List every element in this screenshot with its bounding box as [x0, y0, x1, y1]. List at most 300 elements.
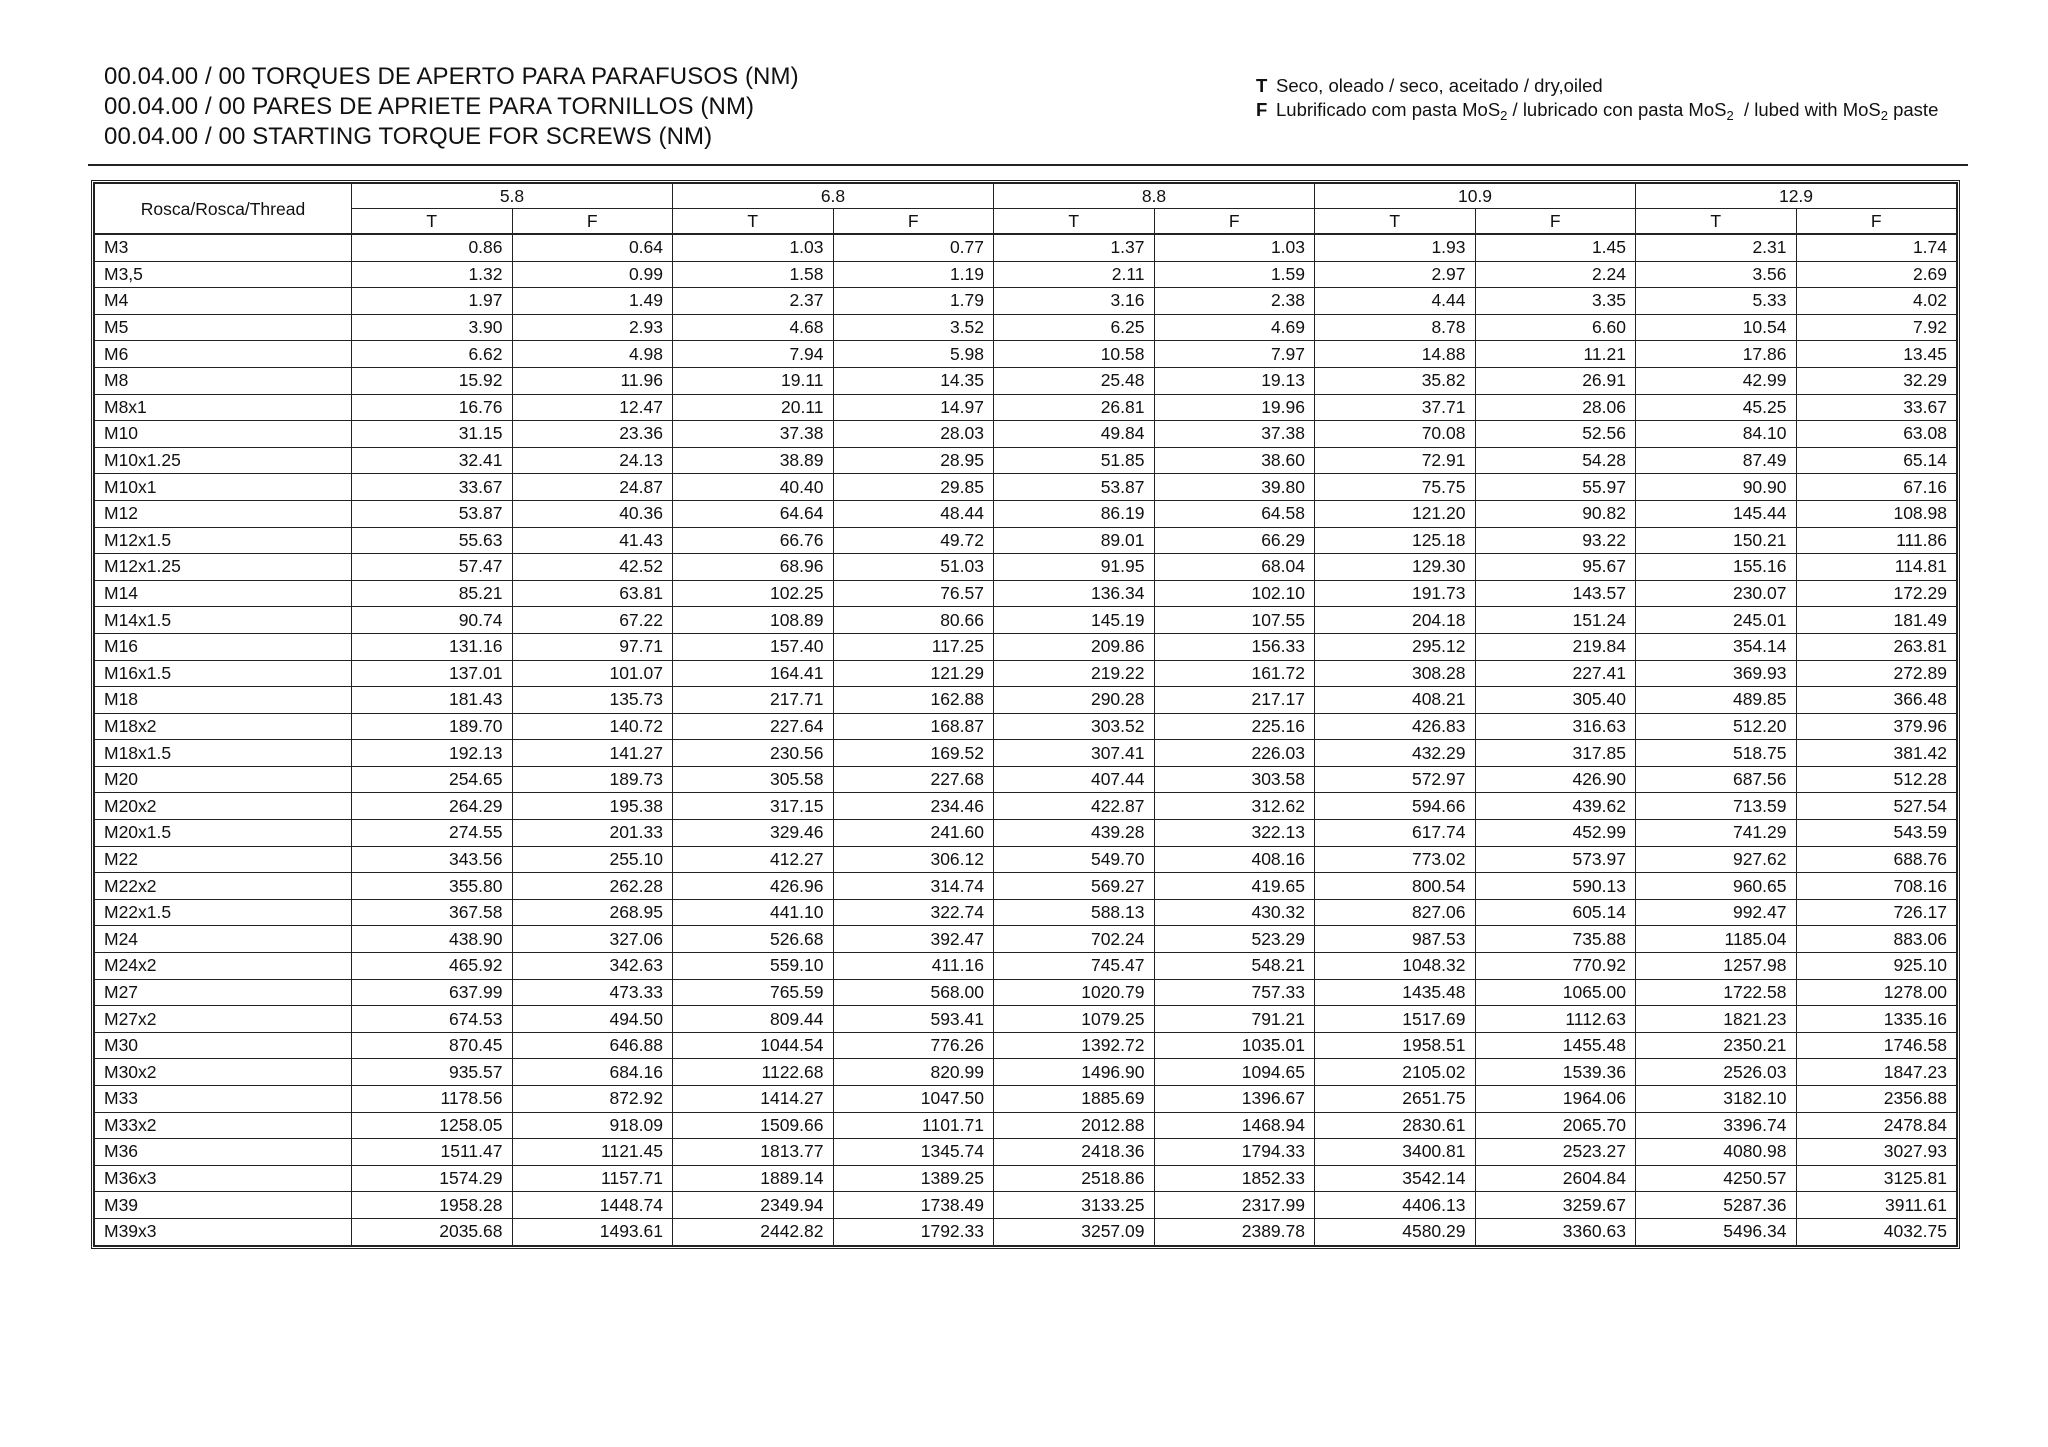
torque-value-cell: 713.59 — [1636, 793, 1797, 820]
torque-value-cell: 49.72 — [833, 527, 994, 554]
table-row — [95, 633, 1957, 660]
torque-value-cell: 960.65 — [1636, 873, 1797, 900]
torque-value-cell: 4.68 — [673, 314, 834, 341]
torque-value-cell: 102.25 — [673, 580, 834, 607]
table-row — [95, 527, 1957, 554]
torque-value-cell: 264.29 — [352, 793, 513, 820]
torque-value-cell: 432.29 — [1315, 740, 1476, 767]
torque-value-cell: 11.21 — [1475, 341, 1636, 368]
torque-value-cell: 1.49 — [512, 288, 673, 315]
torque-value-cell: 674.53 — [352, 1006, 513, 1033]
torque-value-cell: 4032.75 — [1796, 1218, 1957, 1245]
legend-f-text-a: Lubrificado com pasta MoS — [1276, 99, 1501, 120]
torque-value-cell: 114.81 — [1796, 554, 1957, 581]
torque-value-cell: 14.35 — [833, 367, 994, 394]
torque-value-cell: 39.80 — [1154, 474, 1315, 501]
torque-value-cell: 306.12 — [833, 846, 994, 873]
torque-value-cell: 272.89 — [1796, 660, 1957, 687]
thread-cell: M22x1.5 — [95, 899, 352, 926]
torque-value-cell: 883.06 — [1796, 926, 1957, 953]
sub-header: F — [833, 209, 994, 235]
torque-value-cell: 512.28 — [1796, 766, 1957, 793]
torque-value-cell: 1178.56 — [352, 1086, 513, 1113]
torque-value-cell: 31.15 — [352, 421, 513, 448]
torque-value-cell: 548.21 — [1154, 953, 1315, 980]
torque-value-cell: 1.93 — [1315, 234, 1476, 261]
torque-value-cell: 234.46 — [833, 793, 994, 820]
thread-cell: M36 — [95, 1139, 352, 1166]
thread-cell: M20x2 — [95, 793, 352, 820]
torque-value-cell: 0.99 — [512, 261, 673, 288]
thread-cell: M14 — [95, 580, 352, 607]
torque-value-cell: 67.16 — [1796, 474, 1957, 501]
torque-value-cell: 5287.36 — [1636, 1192, 1797, 1219]
table-row — [95, 421, 1957, 448]
torque-value-cell: 2830.61 — [1315, 1112, 1476, 1139]
torque-value-cell: 2418.36 — [994, 1139, 1155, 1166]
torque-value-cell: 108.89 — [673, 607, 834, 634]
torque-value-cell: 1121.45 — [512, 1139, 673, 1166]
sub-header: F — [1475, 209, 1636, 235]
sub-header: F — [1154, 209, 1315, 235]
thread-cell: M39 — [95, 1192, 352, 1219]
torque-value-cell: 49.84 — [994, 421, 1155, 448]
torque-value-cell: 1122.68 — [673, 1059, 834, 1086]
torque-value-cell: 68.04 — [1154, 554, 1315, 581]
torque-value-cell: 17.86 — [1636, 341, 1797, 368]
torque-value-cell: 2389.78 — [1154, 1218, 1315, 1245]
torque-value-cell: 3.35 — [1475, 288, 1636, 315]
table-row — [95, 953, 1957, 980]
thread-cell: M16 — [95, 633, 352, 660]
torque-value-cell: 51.85 — [994, 447, 1155, 474]
torque-value-cell: 14.97 — [833, 394, 994, 421]
torque-value-cell: 3.52 — [833, 314, 994, 341]
table-row — [95, 580, 1957, 607]
torque-value-cell: 617.74 — [1315, 820, 1476, 847]
torque-value-cell: 1885.69 — [994, 1086, 1155, 1113]
class-header: 12.9 — [1636, 184, 1957, 209]
torque-value-cell: 3400.81 — [1315, 1139, 1476, 1166]
torque-value-cell: 145.19 — [994, 607, 1155, 634]
torque-value-cell: 987.53 — [1315, 926, 1476, 953]
torque-value-cell: 439.28 — [994, 820, 1155, 847]
torque-value-cell: 527.54 — [1796, 793, 1957, 820]
torque-value-cell: 91.95 — [994, 554, 1155, 581]
torque-value-cell: 4080.98 — [1636, 1139, 1797, 1166]
torque-value-cell: 379.96 — [1796, 713, 1957, 740]
torque-value-cell: 12.47 — [512, 394, 673, 421]
torque-value-cell: 412.27 — [673, 846, 834, 873]
thread-cell: M30 — [95, 1032, 352, 1059]
torque-value-cell: 935.57 — [352, 1059, 513, 1086]
torque-value-cell: 189.73 — [512, 766, 673, 793]
torque-value-cell: 800.54 — [1315, 873, 1476, 900]
torque-value-cell: 90.90 — [1636, 474, 1797, 501]
torque-value-cell: 590.13 — [1475, 873, 1636, 900]
torque-value-cell: 305.58 — [673, 766, 834, 793]
table-row — [95, 820, 1957, 847]
torque-value-cell: 1468.94 — [1154, 1112, 1315, 1139]
torque-value-cell: 1.59 — [1154, 261, 1315, 288]
torque-value-cell: 3182.10 — [1636, 1086, 1797, 1113]
class-header: 8.8 — [994, 184, 1315, 209]
torque-value-cell: 121.20 — [1315, 500, 1476, 527]
torque-value-cell: 97.71 — [512, 633, 673, 660]
torque-value-cell: 68.96 — [673, 554, 834, 581]
torque-value-cell: 172.29 — [1796, 580, 1957, 607]
thread-cell: M27 — [95, 979, 352, 1006]
torque-value-cell: 1335.16 — [1796, 1006, 1957, 1033]
torque-value-cell: 2442.82 — [673, 1218, 834, 1245]
torque-value-cell: 226.03 — [1154, 740, 1315, 767]
torque-value-cell: 1157.71 — [512, 1165, 673, 1192]
thread-cell: M16x1.5 — [95, 660, 352, 687]
torque-value-cell: 465.92 — [352, 953, 513, 980]
torque-value-cell: 1964.06 — [1475, 1086, 1636, 1113]
legend-f-text-c: / lubed with MoS — [1733, 99, 1881, 120]
torque-value-cell: 512.20 — [1636, 713, 1797, 740]
torque-value-cell: 230.07 — [1636, 580, 1797, 607]
sub-header: T — [673, 209, 834, 235]
torque-value-cell: 24.13 — [512, 447, 673, 474]
torque-value-cell: 93.22 — [1475, 527, 1636, 554]
torque-value-cell: 489.85 — [1636, 687, 1797, 714]
legend-t-key: T — [1256, 75, 1268, 96]
torque-value-cell: 1.03 — [1154, 234, 1315, 261]
class-header: 5.8 — [352, 184, 673, 209]
class-header: 10.9 — [1315, 184, 1636, 209]
torque-value-cell: 15.92 — [352, 367, 513, 394]
torque-value-cell: 770.92 — [1475, 953, 1636, 980]
thread-cell: M14x1.5 — [95, 607, 352, 634]
torque-value-cell: 1389.25 — [833, 1165, 994, 1192]
torque-value-cell: 593.41 — [833, 1006, 994, 1033]
torque-value-cell: 10.54 — [1636, 314, 1797, 341]
document-titles — [104, 62, 799, 152]
class-header-row — [95, 184, 1957, 209]
torque-value-cell: 52.56 — [1475, 421, 1636, 448]
torque-value-cell: 2.97 — [1315, 261, 1476, 288]
torque-value-cell: 1345.74 — [833, 1139, 994, 1166]
table-row — [95, 660, 1957, 687]
torque-value-cell: 38.89 — [673, 447, 834, 474]
thread-cell: M36x3 — [95, 1165, 352, 1192]
torque-value-cell: 10.58 — [994, 341, 1155, 368]
torque-value-cell: 526.68 — [673, 926, 834, 953]
thread-cell: M33x2 — [95, 1112, 352, 1139]
torque-value-cell: 827.06 — [1315, 899, 1476, 926]
torque-value-cell: 3.56 — [1636, 261, 1797, 288]
torque-value-cell: 3257.09 — [994, 1218, 1155, 1245]
torque-value-cell: 90.74 — [352, 607, 513, 634]
header-divider — [88, 164, 1968, 166]
torque-value-cell: 1.32 — [352, 261, 513, 288]
legend — [1256, 74, 1938, 122]
torque-value-cell: 1020.79 — [994, 979, 1155, 1006]
torque-value-cell: 42.52 — [512, 554, 673, 581]
torque-value-cell: 426.96 — [673, 873, 834, 900]
torque-value-cell: 67.22 — [512, 607, 673, 634]
torque-value-cell: 28.03 — [833, 421, 994, 448]
torque-value-cell: 217.71 — [673, 687, 834, 714]
thread-column-header: Rosca/Rosca/Thread — [95, 184, 352, 235]
torque-value-cell: 169.52 — [833, 740, 994, 767]
torque-value-cell: 4580.29 — [1315, 1218, 1476, 1245]
torque-value-cell: 7.92 — [1796, 314, 1957, 341]
torque-value-cell: 37.71 — [1315, 394, 1476, 421]
torque-value-cell: 2349.94 — [673, 1192, 834, 1219]
torque-value-cell: 40.40 — [673, 474, 834, 501]
sub-header: T — [352, 209, 513, 235]
table-row — [95, 554, 1957, 581]
torque-value-cell: 1821.23 — [1636, 1006, 1797, 1033]
torque-value-cell: 735.88 — [1475, 926, 1636, 953]
torque-value-cell: 1847.23 — [1796, 1059, 1957, 1086]
torque-value-cell: 3.90 — [352, 314, 513, 341]
torque-value-cell: 155.16 — [1636, 554, 1797, 581]
torque-value-cell: 191.73 — [1315, 580, 1476, 607]
torque-value-cell: 438.90 — [352, 926, 513, 953]
torque-value-cell: 195.38 — [512, 793, 673, 820]
torque-value-cell: 7.97 — [1154, 341, 1315, 368]
torque-value-cell: 11.96 — [512, 367, 673, 394]
torque-value-cell: 367.58 — [352, 899, 513, 926]
torque-value-cell: 2523.27 — [1475, 1139, 1636, 1166]
legend-f — [1256, 98, 1938, 122]
torque-value-cell: 2651.75 — [1315, 1086, 1476, 1113]
legend-f-key: F — [1256, 99, 1268, 120]
torque-value-cell: 1496.90 — [994, 1059, 1155, 1086]
torque-value-cell: 327.06 — [512, 926, 673, 953]
torque-value-cell: 573.97 — [1475, 846, 1636, 873]
torque-value-cell: 4.44 — [1315, 288, 1476, 315]
torque-value-cell: 33.67 — [352, 474, 513, 501]
torque-value-cell: 86.19 — [994, 500, 1155, 527]
torque-value-cell: 3125.81 — [1796, 1165, 1957, 1192]
torque-value-cell: 227.41 — [1475, 660, 1636, 687]
torque-value-cell: 1792.33 — [833, 1218, 994, 1245]
torque-value-cell: 322.74 — [833, 899, 994, 926]
torque-value-cell: 102.10 — [1154, 580, 1315, 607]
torque-value-cell: 594.66 — [1315, 793, 1476, 820]
torque-value-cell: 4.02 — [1796, 288, 1957, 315]
legend-f-sub-c: 2 — [1880, 108, 1888, 123]
table-row — [95, 1112, 1957, 1139]
torque-value-cell: 42.99 — [1636, 367, 1797, 394]
torque-value-cell: 3259.67 — [1475, 1192, 1636, 1219]
torque-value-cell: 129.30 — [1315, 554, 1476, 581]
torque-value-cell: 992.47 — [1636, 899, 1797, 926]
torque-value-cell: 2.24 — [1475, 261, 1636, 288]
torque-value-cell: 65.14 — [1796, 447, 1957, 474]
torque-value-cell: 2105.02 — [1315, 1059, 1476, 1086]
torque-value-cell: 1035.01 — [1154, 1032, 1315, 1059]
thread-cell: M6 — [95, 341, 352, 368]
torque-value-cell: 2350.21 — [1636, 1032, 1797, 1059]
torque-value-cell: 1448.74 — [512, 1192, 673, 1219]
torque-value-cell: 0.86 — [352, 234, 513, 261]
torque-table — [94, 183, 1957, 1246]
torque-value-cell: 2012.88 — [994, 1112, 1155, 1139]
torque-value-cell: 24.87 — [512, 474, 673, 501]
torque-value-cell: 1257.98 — [1636, 953, 1797, 980]
torque-value-cell: 66.29 — [1154, 527, 1315, 554]
torque-value-cell: 245.01 — [1636, 607, 1797, 634]
torque-value-cell: 773.02 — [1315, 846, 1476, 873]
torque-value-cell: 741.29 — [1636, 820, 1797, 847]
torque-value-cell: 70.08 — [1315, 421, 1476, 448]
torque-value-cell: 254.65 — [352, 766, 513, 793]
sub-header-row — [95, 209, 1957, 235]
sub-header: F — [1796, 209, 1957, 235]
torque-value-cell: 1.58 — [673, 261, 834, 288]
torque-value-cell: 430.32 — [1154, 899, 1315, 926]
torque-value-cell: 227.68 — [833, 766, 994, 793]
torque-value-cell: 101.07 — [512, 660, 673, 687]
torque-value-cell: 1.03 — [673, 234, 834, 261]
torque-value-cell: 40.36 — [512, 500, 673, 527]
torque-value-cell: 19.11 — [673, 367, 834, 394]
torque-value-cell: 140.72 — [512, 713, 673, 740]
thread-cell: M24x2 — [95, 953, 352, 980]
table-row — [95, 341, 1957, 368]
torque-value-cell: 38.60 — [1154, 447, 1315, 474]
torque-value-cell: 1396.67 — [1154, 1086, 1315, 1113]
torque-value-cell: 85.21 — [352, 580, 513, 607]
torque-value-cell: 121.29 — [833, 660, 994, 687]
torque-value-cell: 157.40 — [673, 633, 834, 660]
torque-value-cell: 1574.29 — [352, 1165, 513, 1192]
torque-value-cell: 568.00 — [833, 979, 994, 1006]
torque-value-cell: 549.70 — [994, 846, 1155, 873]
torque-value-cell: 19.96 — [1154, 394, 1315, 421]
torque-value-cell: 107.55 — [1154, 607, 1315, 634]
torque-value-cell: 381.42 — [1796, 740, 1957, 767]
torque-value-cell: 55.97 — [1475, 474, 1636, 501]
torque-value-cell: 290.28 — [994, 687, 1155, 714]
torque-value-cell: 687.56 — [1636, 766, 1797, 793]
torque-value-cell: 925.10 — [1796, 953, 1957, 980]
torque-value-cell: 708.16 — [1796, 873, 1957, 900]
torque-value-cell: 1.37 — [994, 234, 1155, 261]
legend-f-text-d: paste — [1887, 99, 1939, 120]
torque-value-cell: 1.19 — [833, 261, 994, 288]
torque-value-cell: 204.18 — [1315, 607, 1476, 634]
torque-value-cell: 1048.32 — [1315, 953, 1476, 980]
torque-value-cell: 411.16 — [833, 953, 994, 980]
torque-value-cell: 168.87 — [833, 713, 994, 740]
torque-value-cell: 688.76 — [1796, 846, 1957, 873]
thread-cell: M8x1 — [95, 394, 352, 421]
torque-value-cell: 2356.88 — [1796, 1086, 1957, 1113]
torque-value-cell: 64.58 — [1154, 500, 1315, 527]
table-row — [95, 234, 1957, 261]
torque-value-cell: 8.78 — [1315, 314, 1476, 341]
torque-value-cell: 2518.86 — [994, 1165, 1155, 1192]
torque-value-cell: 726.17 — [1796, 899, 1957, 926]
torque-value-cell: 217.17 — [1154, 687, 1315, 714]
thread-cell: M27x2 — [95, 1006, 352, 1033]
torque-value-cell: 28.95 — [833, 447, 994, 474]
torque-value-cell: 150.21 — [1636, 527, 1797, 554]
torque-value-cell: 1958.28 — [352, 1192, 513, 1219]
torque-value-cell: 3133.25 — [994, 1192, 1155, 1219]
torque-value-cell: 3027.93 — [1796, 1139, 1957, 1166]
torque-value-cell: 75.75 — [1315, 474, 1476, 501]
torque-value-cell: 2604.84 — [1475, 1165, 1636, 1192]
torque-value-cell: 255.10 — [512, 846, 673, 873]
torque-value-cell: 14.88 — [1315, 341, 1476, 368]
torque-value-cell: 1958.51 — [1315, 1032, 1476, 1059]
torque-value-cell: 303.52 — [994, 713, 1155, 740]
thread-cell: M22x2 — [95, 873, 352, 900]
table-row — [95, 500, 1957, 527]
torque-value-cell: 1047.50 — [833, 1086, 994, 1113]
torque-value-cell: 230.56 — [673, 740, 834, 767]
torque-value-cell: 1738.49 — [833, 1192, 994, 1219]
torque-value-cell: 2065.70 — [1475, 1112, 1636, 1139]
torque-value-cell: 1185.04 — [1636, 926, 1797, 953]
torque-value-cell: 441.10 — [673, 899, 834, 926]
torque-value-cell: 26.91 — [1475, 367, 1636, 394]
torque-value-cell: 1509.66 — [673, 1112, 834, 1139]
class-header: 6.8 — [673, 184, 994, 209]
torque-value-cell: 569.27 — [994, 873, 1155, 900]
torque-value-cell: 355.80 — [352, 873, 513, 900]
torque-value-cell: 209.86 — [994, 633, 1155, 660]
torque-value-cell: 26.81 — [994, 394, 1155, 421]
torque-value-cell: 1414.27 — [673, 1086, 834, 1113]
torque-value-cell: 131.16 — [352, 633, 513, 660]
thread-cell: M18x1.5 — [95, 740, 352, 767]
table-row — [95, 447, 1957, 474]
torque-value-cell: 192.13 — [352, 740, 513, 767]
torque-value-cell: 3542.14 — [1315, 1165, 1476, 1192]
torque-value-cell: 64.64 — [673, 500, 834, 527]
torque-value-cell: 518.75 — [1636, 740, 1797, 767]
torque-value-cell: 20.11 — [673, 394, 834, 421]
legend-t — [1256, 74, 1938, 98]
torque-value-cell: 225.16 — [1154, 713, 1315, 740]
table-row — [95, 1139, 1957, 1166]
thread-cell: M10x1 — [95, 474, 352, 501]
torque-value-cell: 1511.47 — [352, 1139, 513, 1166]
torque-value-cell: 263.81 — [1796, 633, 1957, 660]
title-portuguese: 00.04.00 / 00 TORQUES DE APERTO PARA PARAFUSOS (NM) — [104, 63, 799, 90]
torque-value-cell: 1101.71 — [833, 1112, 994, 1139]
torque-value-cell: 1.74 — [1796, 234, 1957, 261]
torque-value-cell: 181.49 — [1796, 607, 1957, 634]
torque-value-cell: 1517.69 — [1315, 1006, 1476, 1033]
torque-value-cell: 1539.36 — [1475, 1059, 1636, 1086]
torque-value-cell: 13.45 — [1796, 341, 1957, 368]
torque-value-cell: 90.82 — [1475, 500, 1636, 527]
torque-value-cell: 156.33 — [1154, 633, 1315, 660]
torque-value-cell: 201.33 — [512, 820, 673, 847]
torque-value-cell: 37.38 — [673, 421, 834, 448]
torque-value-cell: 108.98 — [1796, 500, 1957, 527]
torque-value-cell: 303.58 — [1154, 766, 1315, 793]
torque-table-frame — [91, 180, 1960, 1249]
torque-value-cell: 48.44 — [833, 500, 994, 527]
table-row — [95, 873, 1957, 900]
torque-value-cell: 809.44 — [673, 1006, 834, 1033]
torque-value-cell: 422.87 — [994, 793, 1155, 820]
table-row — [95, 1059, 1957, 1086]
torque-value-cell: 268.95 — [512, 899, 673, 926]
torque-value-cell: 0.64 — [512, 234, 673, 261]
